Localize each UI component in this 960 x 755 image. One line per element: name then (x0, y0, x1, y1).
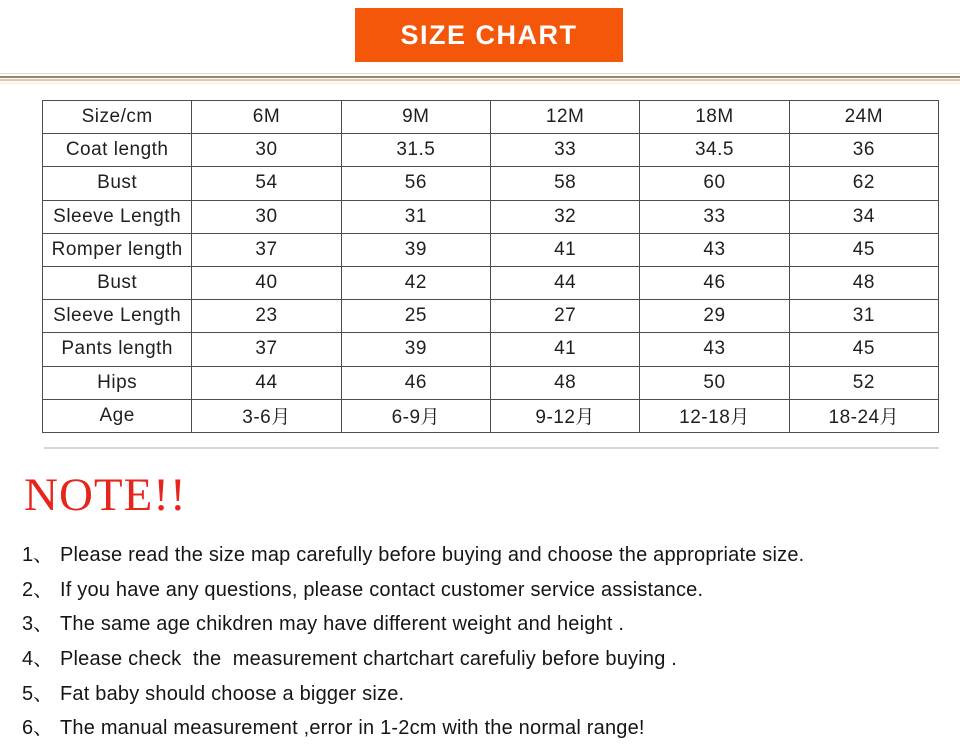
cell: 9-12月 (490, 399, 639, 432)
cell: 43 (640, 233, 789, 266)
cell: 37 (192, 333, 341, 366)
cell: 43 (640, 333, 789, 366)
note-number: 5、 (22, 682, 54, 705)
cell: 40 (192, 266, 341, 299)
row-label: Bust (43, 266, 192, 299)
cell: 18-24月 (789, 399, 938, 432)
cell: 62 (789, 167, 938, 200)
note-number: 1、 (22, 544, 54, 566)
row-label: Coat length (43, 134, 192, 167)
note-item (22, 607, 942, 642)
size-chart-banner (355, 8, 623, 62)
table-header-row (43, 101, 939, 134)
cell: 33 (640, 200, 789, 233)
note-number: 2、 (22, 578, 54, 601)
column-header: 18M (640, 101, 789, 134)
note-text: If you have any questions, please contact customer service assistance. (60, 578, 704, 601)
note-item (22, 538, 942, 573)
cell: 48 (490, 366, 639, 399)
note-item (22, 677, 942, 712)
column-header: 12M (490, 101, 639, 134)
cell: 27 (490, 300, 639, 333)
table-row (43, 134, 939, 167)
cell: 56 (341, 167, 490, 200)
cell: 45 (789, 333, 938, 366)
note-text: Please check the measurement chartchart carefuliy before buying . (60, 648, 678, 671)
row-label: Age (43, 399, 192, 432)
note-number: 3、 (22, 613, 54, 636)
table-row (43, 233, 939, 266)
note-item (22, 711, 942, 746)
table-row (43, 300, 939, 333)
cell: 39 (341, 333, 490, 366)
cell: 33 (490, 134, 639, 167)
cell: 32 (490, 200, 639, 233)
cell: 54 (192, 167, 341, 200)
column-header: 9M (341, 101, 490, 134)
row-label: Romper length (43, 233, 192, 266)
cell: 50 (640, 366, 789, 399)
size-chart-table (42, 100, 939, 433)
note-text: The manual measurement ,error in 1-2cm with the normal range! (60, 717, 645, 740)
cell: 44 (192, 366, 341, 399)
note-item (22, 642, 942, 677)
cell: 42 (341, 266, 490, 299)
cell: 30 (192, 200, 341, 233)
cell: 31 (341, 200, 490, 233)
cell: 60 (640, 167, 789, 200)
row-label: Sleeve Length (43, 300, 192, 333)
table-bottom-shadow (44, 447, 939, 449)
banner-title: SIZE CHART (400, 19, 578, 50)
column-header: 6M (192, 101, 341, 134)
cell: 36 (789, 134, 938, 167)
cell: 41 (490, 233, 639, 266)
cell: 29 (640, 300, 789, 333)
note-text: Fat baby should choose a bigger size. (60, 682, 405, 705)
note-list (22, 538, 942, 746)
decorative-divider (0, 70, 960, 86)
cell: 31 (789, 300, 938, 333)
cell: 25 (341, 300, 490, 333)
table-row (43, 266, 939, 299)
cell: 45 (789, 233, 938, 266)
cell: 39 (341, 233, 490, 266)
row-label: Bust (43, 167, 192, 200)
column-header: 24M (789, 101, 938, 134)
cell: 6-9月 (341, 399, 490, 432)
cell: 48 (789, 266, 938, 299)
table-row (43, 167, 939, 200)
row-label: Sleeve Length (43, 200, 192, 233)
note-text: Please read the size map carefully before buying and choose the appropriate size. (60, 544, 805, 566)
table-row (43, 333, 939, 366)
cell: 34 (789, 200, 938, 233)
note-item (22, 573, 942, 608)
note-number: 4、 (22, 648, 54, 671)
note-heading: NOTE!! (24, 469, 187, 521)
cell: 30 (192, 134, 341, 167)
table-row (43, 399, 939, 432)
row-label: Pants length (43, 333, 192, 366)
cell: 52 (789, 366, 938, 399)
column-header: Size/cm (43, 101, 192, 134)
cell: 31.5 (341, 134, 490, 167)
cell: 46 (341, 366, 490, 399)
row-label: Hips (43, 366, 192, 399)
cell: 41 (490, 333, 639, 366)
table-row (43, 366, 939, 399)
cell: 44 (490, 266, 639, 299)
cell: 12-18月 (640, 399, 789, 432)
note-text: The same age chikdren may have different weight and height . (60, 613, 625, 636)
cell: 37 (192, 233, 341, 266)
cell: 46 (640, 266, 789, 299)
cell: 23 (192, 300, 341, 333)
cell: 3-6月 (192, 399, 341, 432)
note-number: 6、 (22, 717, 54, 740)
cell: 34.5 (640, 134, 789, 167)
table-row (43, 200, 939, 233)
cell: 58 (490, 167, 639, 200)
